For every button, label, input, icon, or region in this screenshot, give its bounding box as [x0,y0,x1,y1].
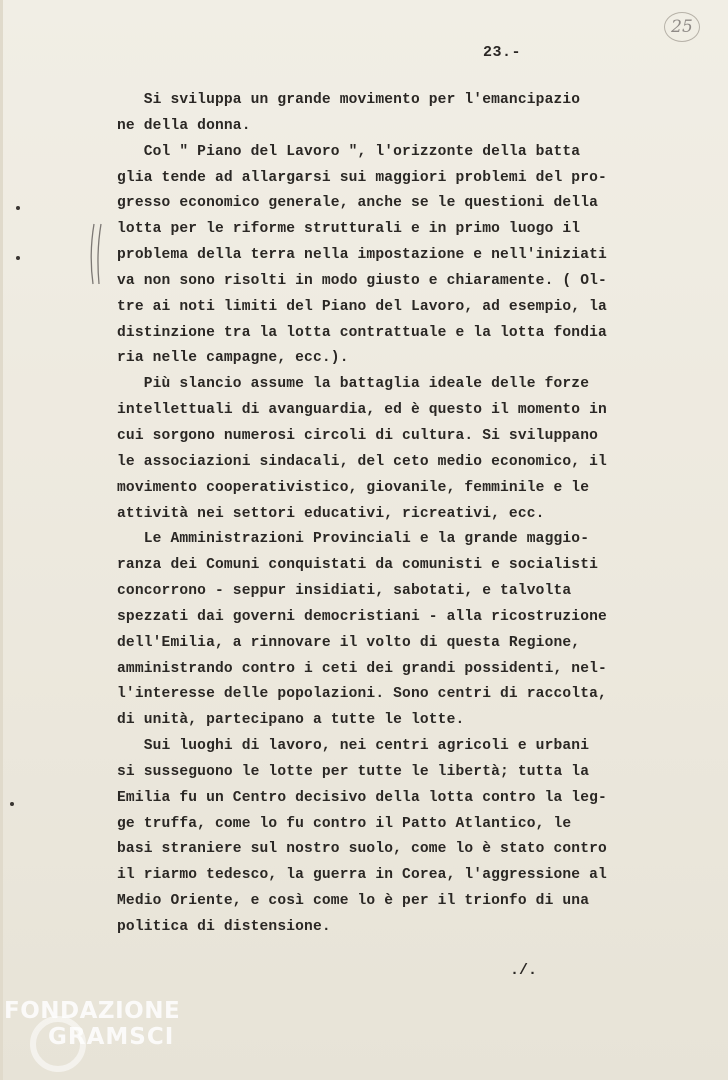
text-line: Sui luoghi di lavoro, nei centri agricoli e urbani [117,738,590,755]
text-line: cui sorgono numerosi circoli di cultura. Si sviluppano [117,427,599,444]
text-line: glia tende ad allargarsi sui maggiori problemi del pro- [117,169,607,186]
margin-pencil-mark [87,222,105,286]
punch-dot [10,802,14,806]
text-line: spezzati dai governi democristiani - alla ricostruzione [117,608,607,625]
page-number: 23.- [483,44,522,61]
text-line: politica di distensione. [117,919,331,935]
text-line: dell'Emilia, a rinnovare il volto di questa Regione, [117,634,581,651]
typewritten-body [117,88,617,941]
text-line: problema della terra nella impostazione e nell'iniziati [117,247,607,264]
text-line: attività nei settori educativi, ricreativi, ecc. [117,505,545,522]
text-line: Le Amministrazioni Provinciali e la grande maggio- [117,531,590,548]
text-line: ge truffa, come lo fu contro il Patto Atlantico, le [117,815,572,832]
closing-mark: ./. [510,962,538,979]
text-line: basi straniere sul nostro suolo, come lo è stato contro [117,841,607,858]
text-line: si susseguono le lotte per tutte le libertà; tutta la [117,763,590,780]
text-line: va non sono risolti in modo giusto e chiaramente. ( Ol- [117,272,607,289]
text-line: le associazioni sindacali, del ceto medio economico, il [117,453,607,470]
punch-dot [16,206,20,210]
text-line: ranza dei Comuni conquistati da comunisti e socialisti [117,557,599,574]
text-line: lotta per le riforme strutturali e in primo luogo il [117,221,581,238]
text-line: intellettuali di avanguardia, ed è questo il momento in [117,402,607,419]
text-line: tre ai noti limiti del Piano del Lavoro, ad esempio, la [117,298,607,315]
text-line: ne della donna. [117,117,251,134]
text-line: di unità, partecipano a tutte le lotte. [117,712,465,729]
text-line: concorrono - seppur insidiati, sabotati, e talvolta [117,583,572,600]
text-line: ria nelle campagne, ecc.). [117,350,349,367]
punch-dot [16,256,20,260]
watermark-line1: FONDAZIONE [4,998,181,1024]
text-line: distinzione tra la lotta contrattuale e la lotta fondia [117,324,607,341]
text-line: Si sviluppa un grande movimento per l'emancipazio [117,92,581,108]
handwritten-page-number: 25 [664,12,700,42]
text-line: amministrando contro i ceti dei grandi possidenti, nel- [117,660,607,677]
watermark-line2: GRAMSCI [48,1024,175,1050]
text-line: Emilia fu un Centro decisivo della lotta contro la leg- [117,789,607,806]
text-line: il riarmo tedesco, la guerra in Corea, l'aggressione al [117,867,607,884]
text-line: Più slancio assume la battaglia ideale delle forze [117,376,590,393]
text-line: movimento cooperativistico, giovanile, femminile e le [117,479,590,496]
fondazione-gramsci-watermark [4,998,204,1076]
text-line: gresso economico generale, anche se le questioni della [117,195,599,212]
page-edge [0,0,3,1080]
text-line: Col " Piano del Lavoro ", l'orizzonte della batta [117,143,581,160]
text-line: l'interesse delle popolazioni. Sono centri di raccolta, [117,686,607,703]
text-line: Medio Oriente, e così come lo è per il trionfo di una [117,893,590,910]
